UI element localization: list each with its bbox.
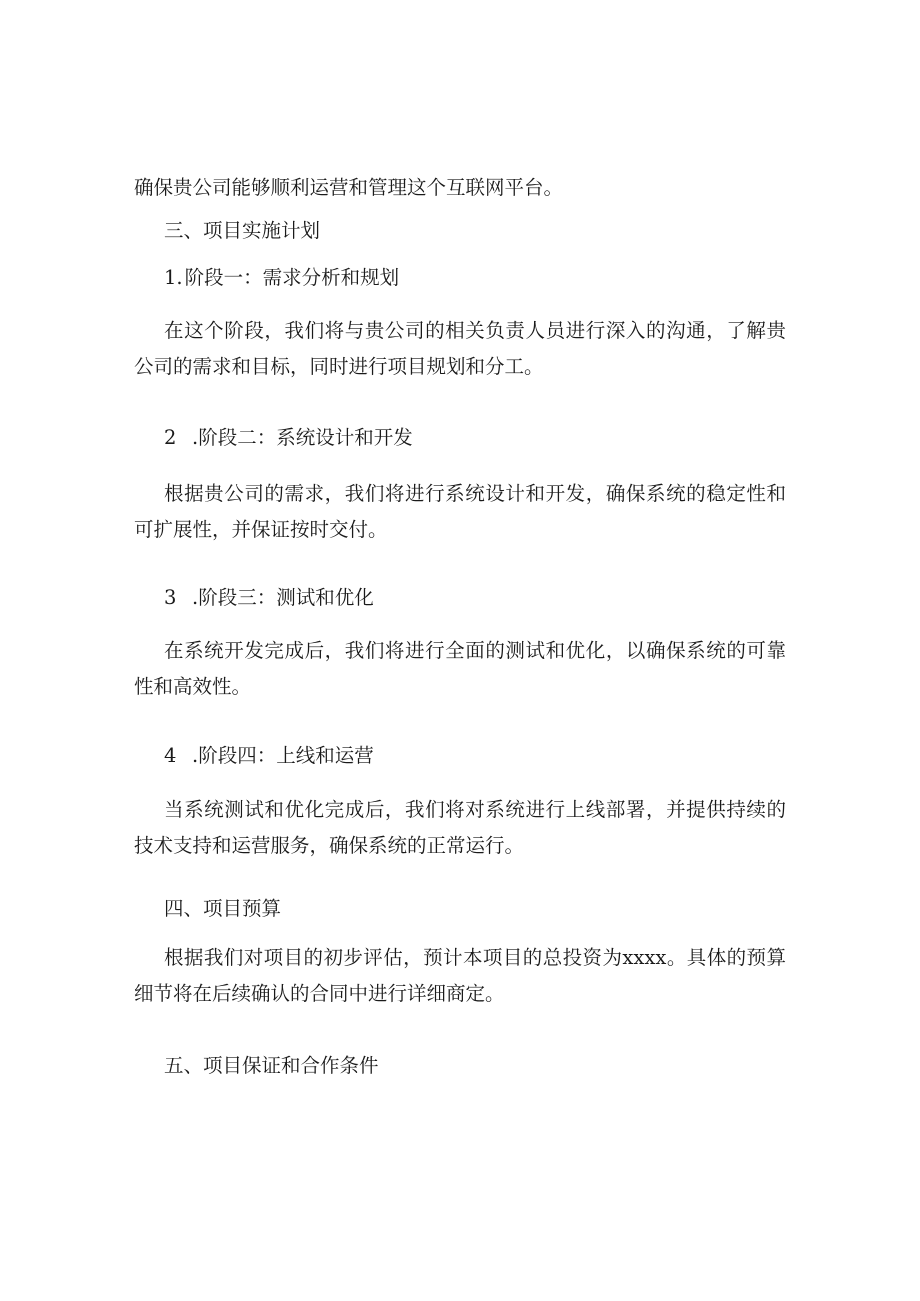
- phase-one-heading: [164, 262, 399, 290]
- phase-two-heading: [164, 422, 413, 450]
- phase-three-title: .阶段三：测试和优化: [192, 586, 374, 609]
- phase-four-number: 4: [164, 744, 177, 767]
- phase-two-body: 根据贵公司的需求，我们将进行系统设计和开发，确保系统的稳定性和可扩展性，并保证按时交付。: [134, 482, 786, 541]
- phase-one-number: 1.: [164, 266, 183, 289]
- section-three-heading: 三、项目实施计划: [164, 219, 321, 242]
- section-four-heading: 四、项目预算: [164, 897, 282, 920]
- section-four-body: 根据我们对项目的初步评估，预计本项目的总投资为xxxx。具体的预算细节将在后续确认的合同中进行详细商定。: [134, 946, 786, 1005]
- phase-one-title: 阶段一：需求分析和规划: [184, 266, 400, 289]
- continuation-text: 确保贵公司能够顺利运营和管理这个互联网平台。: [134, 176, 564, 199]
- phase-two-number: 2: [164, 426, 177, 449]
- phase-two-title: .阶段二：系统设计和开发: [192, 426, 413, 449]
- phase-three-heading: [164, 582, 374, 610]
- phase-one-body: 在这个阶段，我们将与贵公司的相关负责人员进行深入的沟通，了解贵公司的需求和目标，同时进行项目规划和分工。: [134, 319, 786, 378]
- phase-four-body: 当系统测试和优化完成后，我们将对系统进行上线部署，并提供持续的技术支持和运营服务，确保系统的正常运行。: [134, 798, 786, 857]
- phase-four-heading: [164, 740, 374, 768]
- phase-three-body: 在系统开发完成后，我们将进行全面的测试和优化，以确保系统的可靠性和高效性。: [134, 639, 786, 698]
- phase-four-title: .阶段四：上线和运营: [192, 744, 374, 767]
- phase-three-number: 3: [164, 586, 177, 609]
- section-five-heading: 五、项目保证和合作条件: [164, 1054, 379, 1077]
